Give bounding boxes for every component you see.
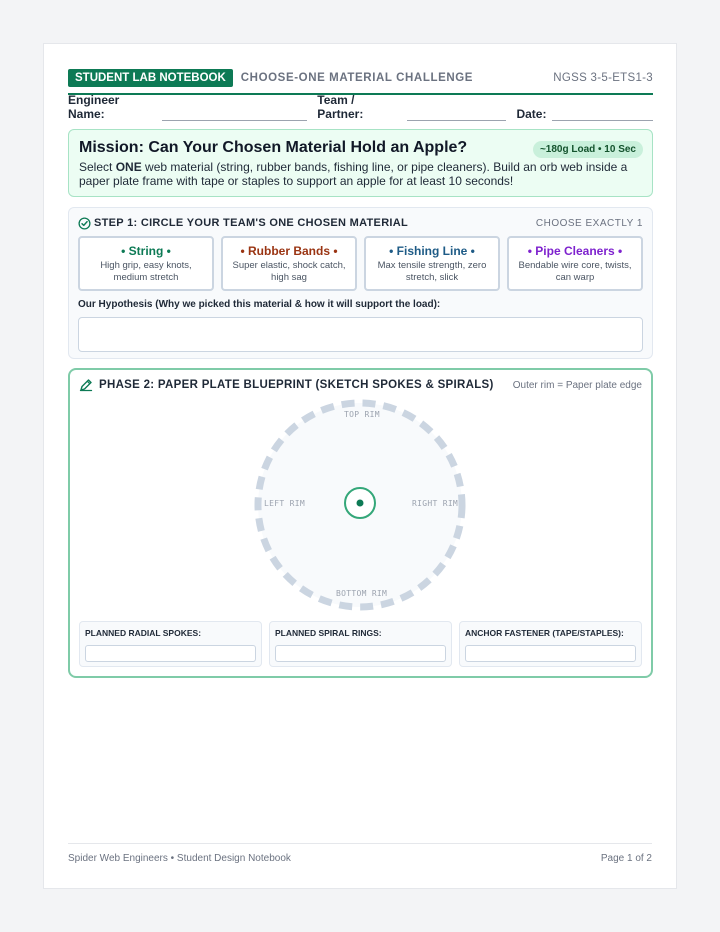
page-footer [68, 843, 652, 864]
material-card-fishing-line[interactable] [364, 236, 500, 291]
notebook-badge: STUDENT LAB NOTEBOOK [68, 69, 233, 87]
top-rim-label: TOP RIM [344, 410, 380, 419]
material-cards [78, 236, 643, 291]
phase2-section [68, 368, 653, 678]
left-rim-label: LEFT RIM [264, 499, 305, 508]
date-field[interactable] [552, 105, 653, 121]
step1-title: STEP 1: CIRCLE YOUR TEAM'S ONE CHOSEN MATERIAL [94, 217, 409, 229]
bottom-rim-label: BOTTOM RIM [336, 589, 388, 598]
field-label: PLANNED RADIAL SPOKES: [85, 628, 202, 638]
step1-section [68, 207, 653, 359]
material-card-pipe-cleaners[interactable] [507, 236, 643, 291]
material-card-rubber-bands[interactable] [221, 236, 357, 291]
load-badge: ~180g Load • 10 Sec [533, 141, 643, 158]
step1-header [78, 216, 643, 230]
material-name: • Pipe Cleaners • [527, 244, 623, 258]
check-circle-icon [78, 217, 91, 230]
material-desc: Bendable wire core, twists, can warp [518, 260, 632, 283]
right-rim-label: RIGHT RIM [412, 499, 459, 508]
material-desc: High grip, easy knots, medium stretch [100, 260, 192, 283]
material-card-string[interactable] [78, 236, 214, 291]
material-desc: Max tensile strength, zero stretch, slick [377, 260, 487, 283]
date-label: Date: [516, 107, 547, 121]
hypothesis-label: Our Hypothesis (Why we picked this material & how it will support the load): [78, 299, 441, 310]
footer-title: Spider Web Engineers • Student Design Notebook [68, 853, 291, 864]
hypothesis-field[interactable] [78, 317, 643, 352]
notebook-page [43, 43, 677, 889]
hub-dot [357, 500, 364, 507]
page-content [68, 68, 653, 678]
page-number: Page 1 of 2 [600, 853, 652, 864]
material-name: • Rubber Bands • [240, 244, 338, 258]
phase2-hint: Outer rim = Paper plate edge [512, 379, 642, 391]
plan-fields [79, 621, 642, 667]
material-name: • String • [121, 244, 171, 258]
engineer-name-label: Engineer Name: [68, 93, 120, 121]
team-label: Team / Partner: [317, 93, 364, 121]
engineer-name-field[interactable] [162, 105, 307, 121]
field-label: ANCHOR FASTENER (TAPE/STAPLES): [465, 628, 624, 638]
spiral-rings-input[interactable] [275, 645, 446, 662]
phase2-title: PHASE 2: PAPER PLATE BLUEPRINT (SKETCH SPOKES & SPIRALS) [99, 379, 494, 391]
anchor-fastener-input[interactable] [465, 645, 636, 662]
phase2-header [79, 378, 642, 392]
mission-box [68, 129, 653, 197]
spiral-rings-group [269, 621, 452, 667]
challenge-title: CHOOSE-ONE MATERIAL CHALLENGE [240, 71, 474, 84]
pencil-icon [79, 378, 93, 392]
mission-text: Select ONE web material (string, rubber bands, fishing line, or pipe cleaners). Build an orb web inside a paper plate frame with tape or staples to support an apple for at least 10 seconds! [79, 160, 628, 188]
material-name: • Fishing Line • [389, 244, 475, 258]
standard-code: NGSS 3-5-ETS1-3 [553, 71, 653, 84]
team-field[interactable] [407, 105, 507, 121]
step1-hint: CHOOSE EXACTLY 1 [535, 217, 643, 229]
anchor-fastener-group [459, 621, 642, 667]
mission-title: Mission: Can Your Chosen Material Hold an Apple? [79, 139, 468, 156]
name-row [68, 93, 653, 121]
field-label: PLANNED SPIRAL RINGS: [275, 628, 382, 638]
page-header [68, 68, 653, 87]
material-desc: Super elastic, shock catch, high sag [232, 260, 346, 283]
radial-spokes-input[interactable] [85, 645, 256, 662]
radial-spokes-group [79, 621, 262, 667]
